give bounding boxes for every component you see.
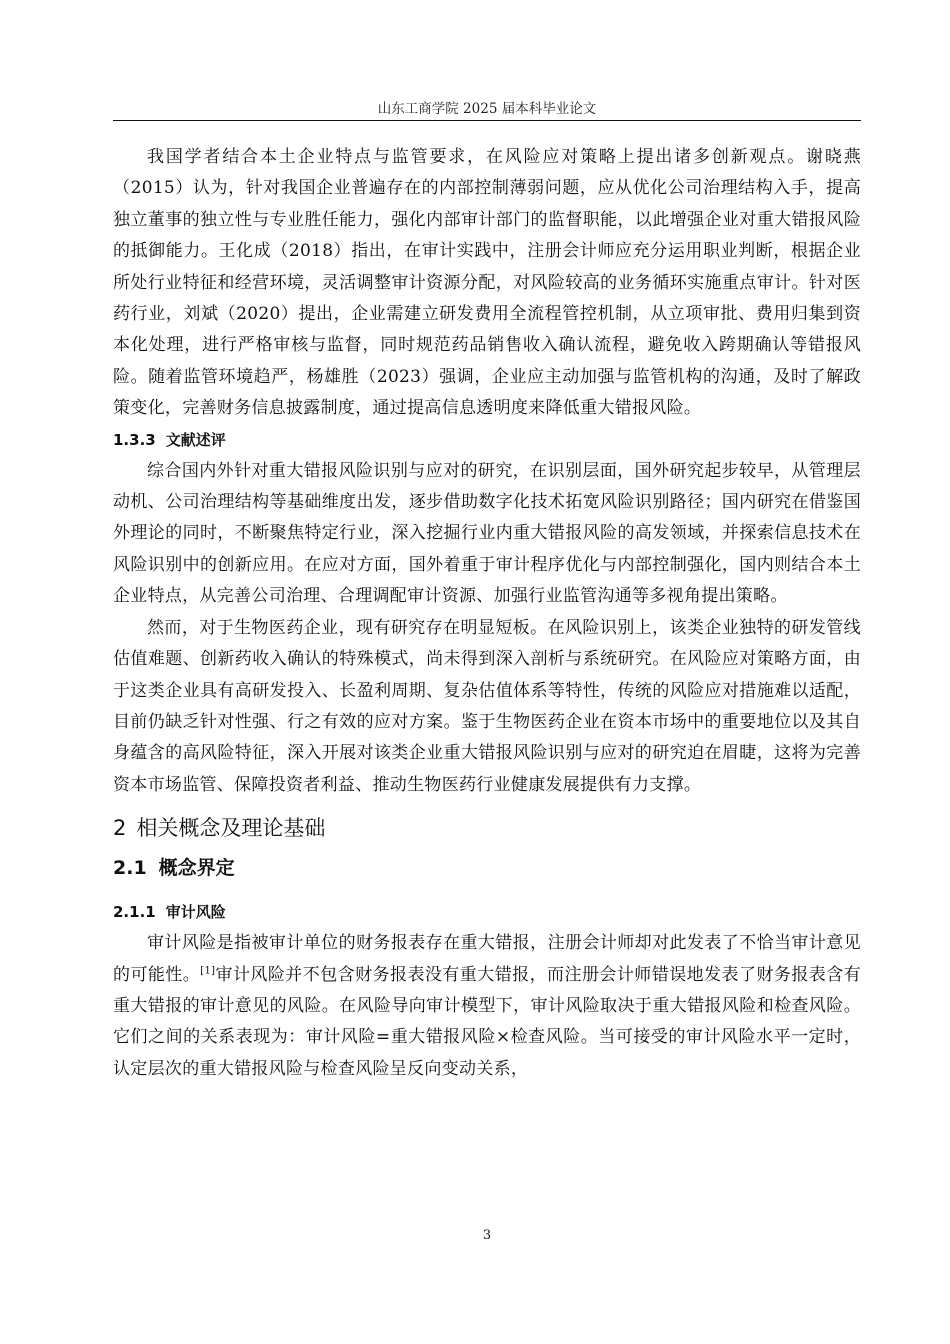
heading-2-1-1	[113, 897, 861, 928]
citation-reference[interactable]: [1]	[200, 964, 216, 976]
paragraph-literature-summary: 综合国内外针对重大错报风险识别与应对的研究，在识别层面，国外研究起步较早，从管理层动机、公司治理结构等基础维度出发，逐步借助数字化技术拓宽风险识别路径；国内研究在借鉴国外理论的同时，不断聚焦特定行业，深入挖掘行业内重大错报风险的高发领域，并探索信息技术在风险识别中的创新应用。在应对方面，国外着重于审计程序优化与内部控制强化，国内则结合本土企业特点，从完善公司治理、合理调配审计资源、加强行业监管沟通等多视角提出策略。	[113, 460, 861, 607]
heading-title: 概念界定	[158, 857, 235, 880]
heading-chapter-2	[113, 813, 861, 843]
heading-title: 审计风险	[165, 903, 226, 922]
heading-number: 2	[113, 816, 127, 841]
heading-1-3-3	[113, 425, 861, 456]
header-divider	[113, 120, 861, 121]
heading-title: 相关概念及理论基础	[136, 816, 326, 841]
heading-2-1	[113, 853, 861, 883]
paragraph-risk-response-domestic: 我国学者结合本土企业特点与监管要求，在风险应对策略上提出诸多创新观点。谢晓燕（2015）认为，针对我国企业普遍存在的内部控制薄弱问题，应从优化公司治理结构入手，提高独立董事的独立性与专业胜任能力，强化内部审计部门的监督职能，以此增强企业对重大错报风险的抵御能力。王化成（2018）指出，在审计实践中，注册会计师应充分运用职业判断，根据企业所处行业特征和经营环境，灵活调整审计资源分配，对风险较高的业务循环实施重点审计。针对医药行业，刘斌（2020）提出，企业需建立研发费用全流程管控机制，从立项审批、费用归集到资本化处理，进行严格审核与监督，同时规范药品销售收入确认流程，避免收入跨期确认等错报风险。随着监管环境趋严，杨雄胜（2023）强调，企业应主动加强与监管机构的沟通，及时了解政策变化，完善财务信息披露制度，通过提高信息透明度来降低重大错报风险。	[113, 147, 861, 419]
running-header: 山东工商学院 2025 届本科毕业论文	[377, 101, 597, 117]
heading-number: 2.1	[113, 857, 147, 880]
paragraph-text-part: 审计风险是指被审计单位的财务报表存在重大错报，注册会计师却对此发表了不恰当审计意见的可能性。	[113, 933, 861, 985]
page-body	[113, 142, 861, 1085]
paragraph-research-gap: 然而，对于生物医药企业，现有研究存在明显短板。在风险识别上，该类企业独特的研发管线估值难题、创新药收入确认的特殊模式，尚未得到深入剖析与系统研究。在风险应对策略方面，由于这类企业具有高研发投入、长盈利周期、复杂估值体系等特性，传统的风险应对措施难以适配，目前仍缺乏针对性强、行之有效的应对方案。鉴于生物医药企业在资本市场中的重要地位以及其自身蕴含的高风险特征，深入开展对该类企业重大错报风险识别与应对的研究迫在眉睫，这将为完善资本市场监管、保障投资者利益、推动生物医药行业健康发展提供有力支撑。	[113, 617, 861, 795]
heading-number: 2.1.1	[113, 903, 156, 922]
heading-title: 文献述评	[165, 430, 226, 449]
heading-number: 1.3.3	[113, 430, 156, 449]
paragraph-audit-risk-definition	[113, 928, 861, 1085]
paragraph-text-part: 审计风险并不包含财务报表没有重大错报，而注册会计师错误地发表了财务报表含有重大错报的审计意见的风险。在风险导向审计模型下，审计风险取决于重大错报风险和检查风险。它们之间的关系表现为：审计风险=重大错报风险×检查风险。当可接受的审计风险水平一定时，认定层次的重大错报风险与检查风险呈反向变动关系，	[113, 964, 862, 1079]
page-number: 3	[482, 1228, 492, 1243]
